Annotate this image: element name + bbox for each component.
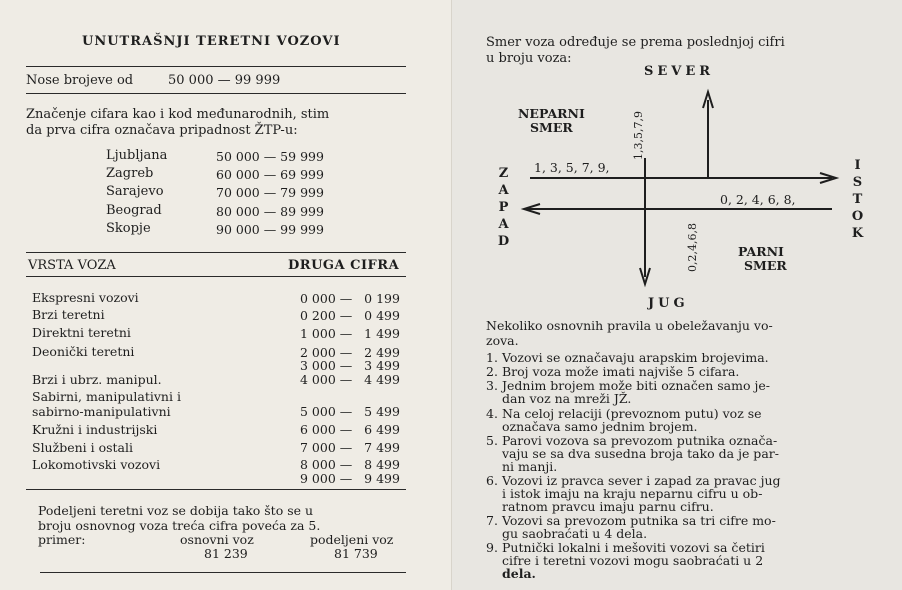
rule-text: Na celoj relaciji (prevoznom putu) voz se	[502, 406, 762, 421]
rule-number: 1.	[486, 350, 498, 365]
rule-text: Vozovi iz pravca sever i zapad za pravac jug	[502, 473, 781, 488]
divider	[26, 489, 406, 490]
even-digits-vertical: 0,2,4,6,8	[686, 223, 699, 272]
rule-number: 2.	[486, 364, 498, 379]
rule-text: cifre i teretni vozovi mogu saobraćati u 2	[502, 553, 764, 568]
train-type-name: Brzi teretni	[32, 307, 105, 322]
rule-text: dela.	[502, 566, 536, 581]
train-type-range: 0 200 — 0 499	[300, 308, 400, 323]
rule-text: Putnički lokalni i mešoviti vozovi sa četiri	[502, 540, 765, 555]
odd-direction-label: SMER	[530, 120, 573, 135]
train-type-range: 8 000 — 8 499	[300, 457, 400, 472]
region-name: Ljubljana	[106, 148, 168, 163]
train-type-name: Službeni i ostali	[32, 440, 134, 455]
train-type-range: 4 000 — 4 499	[300, 372, 400, 387]
region-name: Beograd	[106, 203, 162, 218]
region-range: 60 000 — 69 999	[216, 167, 324, 182]
example-split-label: podeljeni voz	[310, 532, 394, 547]
footer-line: broju osnovnog voza treća cifra poveća za 5.	[38, 518, 321, 533]
compass-east: ISTOK	[850, 158, 865, 243]
train-type-name: Sabirni, manipulativni i	[32, 389, 181, 404]
rule-text: dan voz na mreži JŽ.	[502, 391, 632, 406]
region-range: 80 000 — 89 999	[216, 204, 324, 219]
odd-digits-horizontal: 1, 3, 5, 7, 9,	[534, 160, 610, 175]
even-digits-horizontal: 0, 2, 4, 6, 8,	[720, 192, 796, 207]
train-type-range: 3 000 — 3 499	[300, 358, 400, 373]
table-header-type: VRSTA VOZA	[28, 258, 116, 273]
rule-text: Parovi vozova sa prevozom putnika označa-	[502, 433, 778, 448]
train-type-range: 1 000 — 1 499	[300, 326, 400, 341]
rule-text: označava samo jednim brojem.	[502, 419, 698, 434]
divider	[26, 252, 406, 253]
rule-text: vaju se sa dva susedna broja tako da je par-	[502, 446, 779, 461]
rule-text: Vozovi sa prevozom putnika sa tri cifre mo-	[502, 513, 776, 528]
rule-number: 4.	[486, 406, 498, 421]
list-item	[486, 350, 769, 365]
rule-text: ni manji.	[502, 459, 558, 474]
rule-number: 7.	[486, 513, 498, 528]
intro-line: da prva cifra označava pripadnost ŽTP-u:	[26, 123, 298, 138]
left-title: UNUTRAŠNJI TERETNI VOZOVI	[82, 34, 341, 49]
compass-south: JUG	[648, 296, 689, 311]
train-type-range: 6 000 — 6 499	[300, 422, 400, 437]
example-basic-label: osnovni voz	[180, 532, 254, 547]
direction-compass-diagram	[452, 0, 902, 320]
range-value: 50 000 — 99 999	[168, 73, 281, 88]
train-type-range: 7 000 — 7 499	[300, 440, 400, 455]
train-type-range: 9 000 — 9 499	[300, 471, 400, 486]
direction-intro: Smer voza određuje se prema poslednjoj cifri	[486, 35, 785, 50]
region-range: 70 000 — 79 999	[216, 185, 324, 200]
rule-text: i istok imaju na kraju neparnu cifru u ob-	[502, 486, 763, 501]
example-label: primer:	[38, 532, 86, 547]
direction-intro: u broju voza:	[486, 51, 572, 66]
train-type-name: Direktni teretni	[32, 325, 131, 340]
intro-line: Značenje cifara kao i kod međunarodnih, stim	[26, 107, 330, 122]
region-range: 50 000 — 59 999	[216, 149, 324, 164]
train-type-range: 0 000 — 0 199	[300, 291, 400, 306]
even-direction-label: SMER	[744, 258, 787, 273]
odd-direction-label: NEPARNI	[518, 106, 585, 121]
rule-number: 9.	[486, 540, 498, 555]
divider	[26, 66, 406, 67]
rule-number: 5.	[486, 433, 498, 448]
rule-text: gu saobraćati u 4 dela.	[502, 526, 648, 541]
range-label: Nose brojeve od	[26, 73, 134, 88]
region-name: Sarajevo	[106, 184, 164, 199]
region-name: Zagreb	[106, 166, 154, 181]
divider	[40, 572, 406, 573]
list-item	[486, 364, 739, 379]
region-range: 90 000 — 99 999	[216, 222, 324, 237]
compass-west: ZAPAD	[496, 166, 511, 251]
train-type-name: Brzi i ubrz. manipul.	[32, 372, 162, 387]
rule-text: Broj voza može imati najviše 5 cifara.	[502, 364, 740, 379]
rule-number: 3.	[486, 378, 498, 393]
train-type-name: Lokomotivski vozovi	[32, 457, 161, 472]
even-direction-label: PARNI	[738, 244, 784, 259]
train-type-name: Deonički teretni	[32, 344, 135, 359]
train-type-range: 2 000 — 2 499	[300, 345, 400, 360]
rule-text: Vozovi se označavaju arapskim brojevima.	[502, 350, 769, 365]
train-type-name: Ekspresni vozovi	[32, 290, 139, 305]
footer-line: Podeljeni teretni voz se dobija tako što se u	[38, 503, 314, 518]
odd-digits-vertical: 1,3,5,7,9	[632, 111, 645, 160]
divider	[26, 93, 406, 94]
right-page	[452, 0, 902, 590]
rule-text: Jednim brojem može biti označen samo je-	[502, 378, 770, 393]
rules-intro: zova.	[486, 333, 519, 348]
train-type-name: sabirno-manipulativni	[32, 404, 171, 419]
region-name: Skopje	[106, 221, 151, 236]
train-type-range: 5 000 — 5 499	[300, 404, 400, 419]
example-split-value: 81 739	[334, 546, 378, 561]
table-header-digit: DRUGA CIFRA	[288, 258, 400, 273]
train-type-name: Kružni i industrijski	[32, 422, 158, 437]
compass-north: SEVER	[644, 64, 715, 79]
rules-intro: Nekoliko osnovnih pravila u obeležavanju vo-	[486, 318, 773, 333]
divider	[26, 276, 406, 277]
rule-text: ratnom pravcu imaju parnu cifru.	[502, 499, 714, 514]
example-basic-value: 81 239	[204, 546, 248, 561]
rule-number: 6.	[486, 473, 498, 488]
